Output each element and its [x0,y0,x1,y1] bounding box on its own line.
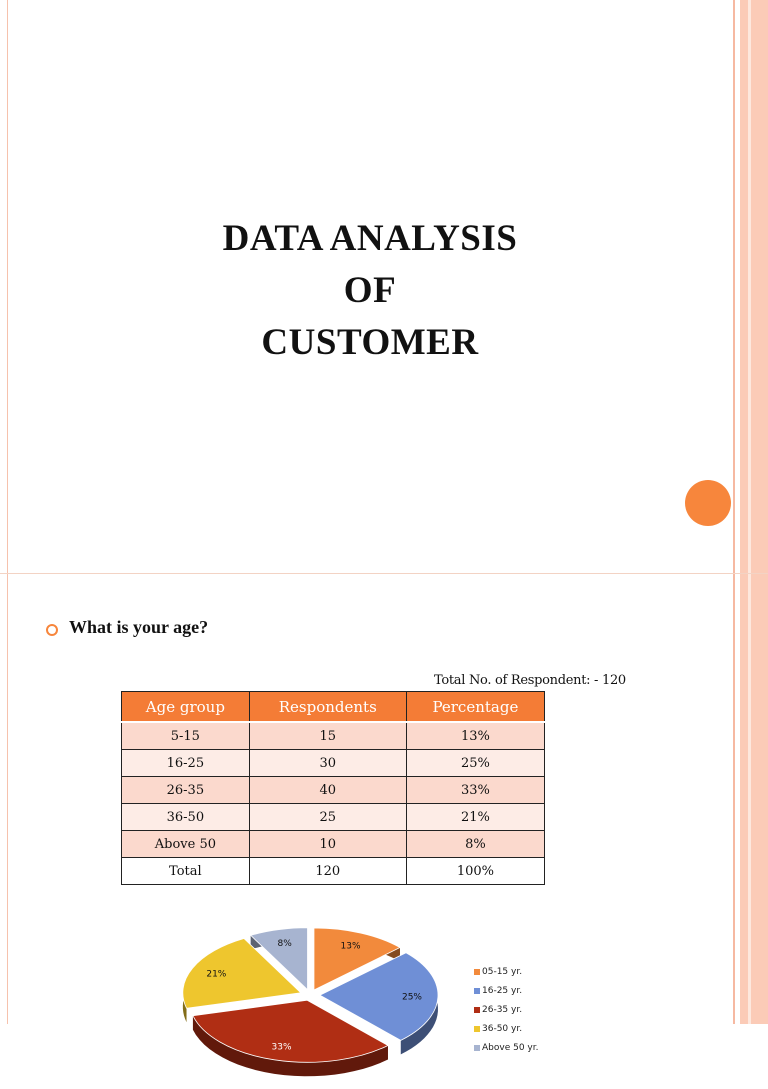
legend-item [474,1000,538,1019]
pie-chart-svg [190,925,450,1085]
pie-data-label: 13% [340,941,361,952]
header-age-group: Age group [122,692,250,723]
legend-label: Above 50 yr. [482,1042,539,1053]
pie-data-label: 33% [271,1042,292,1053]
age-group-table [121,691,545,885]
cell-respondents: 40 [249,777,406,804]
pie-data-label: 21% [206,969,227,980]
table-row [122,722,545,750]
legend-item [474,1019,538,1038]
legend-label: 05-15 yr. [482,966,523,977]
question-text: What is your age? [69,617,209,637]
legend-item [474,981,538,1000]
slide-title [0,213,740,369]
legend-swatch [474,969,480,975]
legend-swatch [474,1045,480,1051]
cell-respondents: 25 [249,804,406,831]
cell-respondents: 30 [249,750,406,777]
cell-age-group: Total [122,858,250,885]
legend-item [474,962,538,981]
slide-divider [0,573,768,574]
legend-swatch [474,1026,480,1032]
cell-percentage: 8% [406,831,544,858]
title-line-3: CUSTOMER [261,322,479,363]
pie-legend [474,962,538,1057]
table-row [122,804,545,831]
table-row [122,831,545,858]
cell-percentage: 21% [406,804,544,831]
cell-percentage: 100% [406,858,544,885]
header-percentage: Percentage [406,692,544,723]
table-row [122,750,545,777]
cell-age-group: Above 50 [122,831,250,858]
legend-swatch [474,988,480,994]
cell-age-group: 16-25 [122,750,250,777]
decorative-dot [685,480,731,526]
cell-respondents: 120 [249,858,406,885]
cell-percentage: 25% [406,750,544,777]
legend-swatch [474,1007,480,1013]
cell-respondents: 15 [249,722,406,750]
legend-label: 36-50 yr. [482,1023,523,1034]
legend-label: 26-35 yr. [482,1004,523,1015]
legend-item [474,1038,538,1057]
legend-label: 16-25 yr. [482,985,523,996]
pie-data-label: 25% [401,992,422,1003]
cell-percentage: 33% [406,777,544,804]
bullet-icon [46,624,58,636]
table-row [122,777,545,804]
cell-age-group: 36-50 [122,804,250,831]
title-line-2: OF [343,270,397,311]
title-line-1: DATA ANALYSIS [222,218,518,259]
total-respondents-note: Total No. of Respondent: - 120 [434,673,626,688]
cell-age-group: 26-35 [122,777,250,804]
cell-respondents: 10 [249,831,406,858]
pie-data-label: 8% [277,938,292,949]
cell-percentage: 13% [406,722,544,750]
header-respondents: Respondents [249,692,406,723]
cell-age-group: 5-15 [122,722,250,750]
age-pie-chart [190,925,450,1053]
table-header-row [122,692,545,723]
table-total-row [122,858,545,885]
